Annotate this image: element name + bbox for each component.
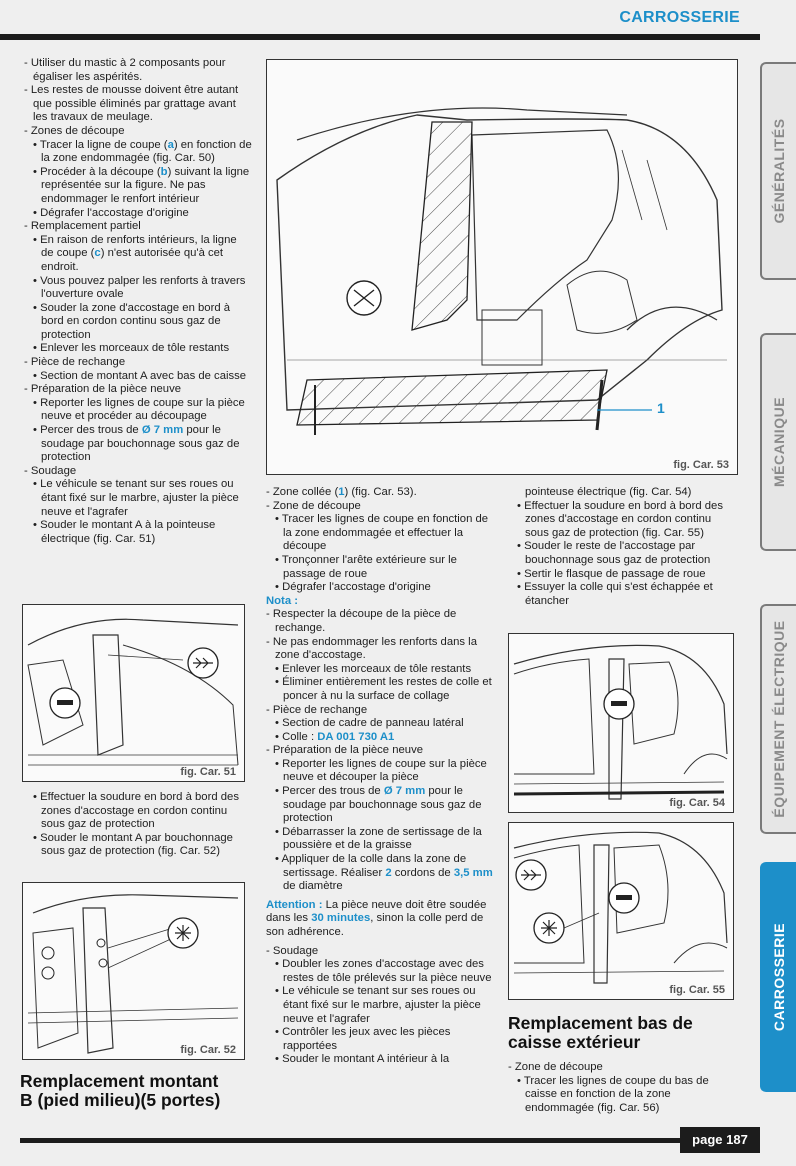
- heading-line: Remplacement bas de: [508, 1013, 693, 1033]
- text-line: • Doubler les zones d'accostage avec des restes de tôle prélevés sur la pièce neuve: [275, 958, 492, 984]
- figure-caption: fig. Car. 55: [669, 984, 725, 996]
- heading-montant-b: [20, 1072, 220, 1110]
- heading-bas-de-caisse: [508, 1014, 693, 1052]
- car-51-drawing: [23, 605, 244, 781]
- tab-equipement-label: ÉQUIPEMENT ÉLECTRIQUE: [771, 620, 787, 818]
- attention-note: Attention : La pièce neuve doit être soudée dans les 30 minutes, sinon la colle perd de son adhérence.: [266, 898, 487, 938]
- car-53-drawing: [267, 60, 737, 474]
- car-55-drawing: [509, 823, 733, 999]
- text-line: • Section de cadre de panneau latéral: [275, 717, 464, 730]
- text-line: • Souder le montant A intérieur à la: [275, 1053, 450, 1066]
- text-line: - Ne pas endommager les renforts dans la zone d'accostage.: [266, 635, 477, 662]
- text-column-1-lower: [24, 791, 252, 859]
- text-line: • Souder la zone d'accostage en bord à bord en cordon continu sous gaz de protection: [33, 301, 231, 341]
- text-line: • Dégrafer l'accostage d'origine: [275, 581, 431, 594]
- text-line: • Enlever les morceaux de tôle restants: [275, 662, 472, 675]
- text-column-1: [24, 57, 252, 546]
- tab-carrosserie[interactable]: [760, 862, 796, 1092]
- text-line: • En raison de renforts intérieurs, la ligne de coupe (c) n'est autorisée qu'à cet endroit.: [33, 233, 237, 273]
- heading-line: caisse extérieur: [508, 1032, 641, 1052]
- text-line: • Sertir le flasque de passage de roue: [517, 567, 706, 580]
- tab-generalites-label: GÉNÉRALITÉS: [771, 118, 787, 224]
- text-line: - Pièce de rechange: [24, 356, 126, 369]
- text-line: • Enlever les morceaux de tôle restants: [33, 342, 230, 355]
- text-line: - Pièce de rechange: [266, 703, 368, 716]
- text-line: • Effectuer la soudure en bord à bord des zones d'accostage en cordon continu sous gaz de protection (fig. Car. 55): [517, 499, 723, 539]
- tab-generalites[interactable]: [760, 62, 796, 280]
- text-line: • Souder le reste de l'accostage par bouchonnage sous gaz de protection: [517, 540, 711, 566]
- text-line: • Dégrafer l'accostage d'origine: [33, 206, 189, 219]
- heading-line: Remplacement montant: [20, 1071, 219, 1091]
- figure-caption: fig. Car. 53: [673, 459, 729, 471]
- page-number: page 187: [680, 1127, 760, 1153]
- text-line: - Zone collée (1) (fig. Car. 53).: [266, 486, 417, 498]
- text-line: • Reporter les lignes de coupe sur la pièce neuve et procéder au découpage: [33, 396, 245, 423]
- text-column-2: [266, 486, 494, 1067]
- text-line: - Zone de découpe: [508, 1061, 603, 1073]
- figure-car-53: [266, 59, 738, 475]
- text-line: • Souder le montant A par bouchonnage sous gaz de protection (fig. Car. 52): [33, 831, 233, 858]
- section-header-title: CARROSSERIE: [619, 9, 740, 26]
- tab-mecanique[interactable]: [760, 333, 796, 551]
- text-line: • Percer des trous de Ø 7 mm pour le soudage par bouchonnage sous gaz de protection: [33, 424, 240, 464]
- figure-caption: fig. Car. 52: [180, 1044, 236, 1056]
- text-line: • Tracer les lignes de coupe en fonction de la zone endommagée et effectuer la découpe: [275, 513, 489, 553]
- text-line: - Préparation de la pièce neuve: [266, 744, 424, 757]
- car-52-drawing: [23, 883, 244, 1059]
- text-line: • Appliquer de la colle dans la zone de sertissage. Réaliser 2 cordons de 3,5 mm de diamètre: [275, 853, 493, 893]
- text-line: pointeuse électrique (fig. Car. 54): [525, 486, 692, 498]
- text-line: • Tracer les lignes de coupe du bas de caisse en fonction de la zone endommagée (fig. Car. 56): [517, 1074, 709, 1114]
- figure-car-51: [22, 604, 245, 782]
- text-line: • Reporter les lignes de coupe sur la pièce neuve et découper la pièce: [275, 757, 487, 784]
- text-line: - Les restes de mousse doivent être autant que possible éliminés par grattage avant les travaux de meulage.: [24, 84, 239, 124]
- text-line: • Éliminer entièrement les restes de colle et poncer à nu la surface de collage: [275, 676, 492, 702]
- text-line: • Souder le montant A à la pointeuse électrique (fig. Car. 51): [33, 519, 216, 545]
- text-line: - Soudage: [24, 464, 77, 477]
- text-line: - Soudage: [266, 944, 319, 957]
- text-line: • Essuyer la colle qui s'est échappée et étancher: [517, 581, 713, 607]
- text-column-3: [508, 486, 736, 608]
- text-line: • Procéder à la découpe (b) suivant la ligne représentée sur la figure. Ne pas endommager le renfort intérieur: [33, 165, 250, 205]
- text-column-4: [508, 1061, 736, 1115]
- callout-1: 1: [657, 400, 665, 416]
- footer-rule: [20, 1138, 680, 1143]
- text-line: • Tracer la ligne de coupe (a) en fonction de la zone endommagée (fig. Car. 50): [33, 138, 252, 165]
- text-line: - Zones de découpe: [24, 124, 125, 137]
- text-line: • Percer des trous de Ø 7 mm pour le soudage par bouchonnage sous gaz de protection: [275, 785, 482, 825]
- text-line: • Contrôler les jeux avec les pièces rapportées: [275, 1026, 451, 1052]
- text-line: • Le véhicule se tenant sur ses roues ou étant fixé sur le marbre, ajuster la pièce neuve et l'agrafer: [33, 478, 239, 518]
- figure-car-54: [508, 633, 734, 813]
- text-line: • Colle : DA 001 730 A1: [275, 730, 395, 743]
- figure-car-55: [508, 822, 734, 1000]
- text-line: - Utiliser du mastic à 2 composants pour égaliser les aspérités.: [24, 57, 226, 83]
- tab-equipement-electrique[interactable]: [760, 604, 796, 834]
- text-line: - Remplacement partiel: [24, 220, 141, 233]
- nota-label: Nota :: [266, 594, 299, 607]
- tab-carrosserie-label: CARROSSERIE: [771, 922, 787, 1032]
- figure-car-52: [22, 882, 245, 1060]
- text-line: • Section de montant A avec bas de caisse: [33, 369, 247, 382]
- text-line: • Débarrasser la zone de sertissage de la poussière et de la graisse: [275, 825, 482, 852]
- text-line: • Tronçonner l'arête extérieure sur le passage de roue: [275, 553, 457, 580]
- text-line: - Respecter la découpe de la pièce de rechange.: [266, 608, 457, 634]
- figure-caption: fig. Car. 51: [180, 766, 236, 778]
- heading-line: B (pied milieu)(5 portes): [20, 1090, 221, 1110]
- car-54-drawing: [509, 634, 733, 812]
- text-line: • Le véhicule se tenant sur ses roues ou étant fixé sur le marbre, ajuster la pièce neuve et l'agrafer: [275, 985, 481, 1025]
- header-rule: [0, 34, 760, 40]
- text-line: • Vous pouvez palper les renforts à travers l'ouverture ovale: [33, 274, 246, 301]
- figure-caption: fig. Car. 54: [669, 797, 725, 809]
- text-line: • Effectuer la soudure en bord à bord des zones d'accostage en cordon continu sous gaz de protection: [33, 791, 239, 831]
- text-line: - Préparation de la pièce neuve: [24, 383, 182, 396]
- tab-mecanique-label: MÉCANIQUE: [771, 396, 787, 488]
- text-line: - Zone de découpe: [266, 499, 361, 512]
